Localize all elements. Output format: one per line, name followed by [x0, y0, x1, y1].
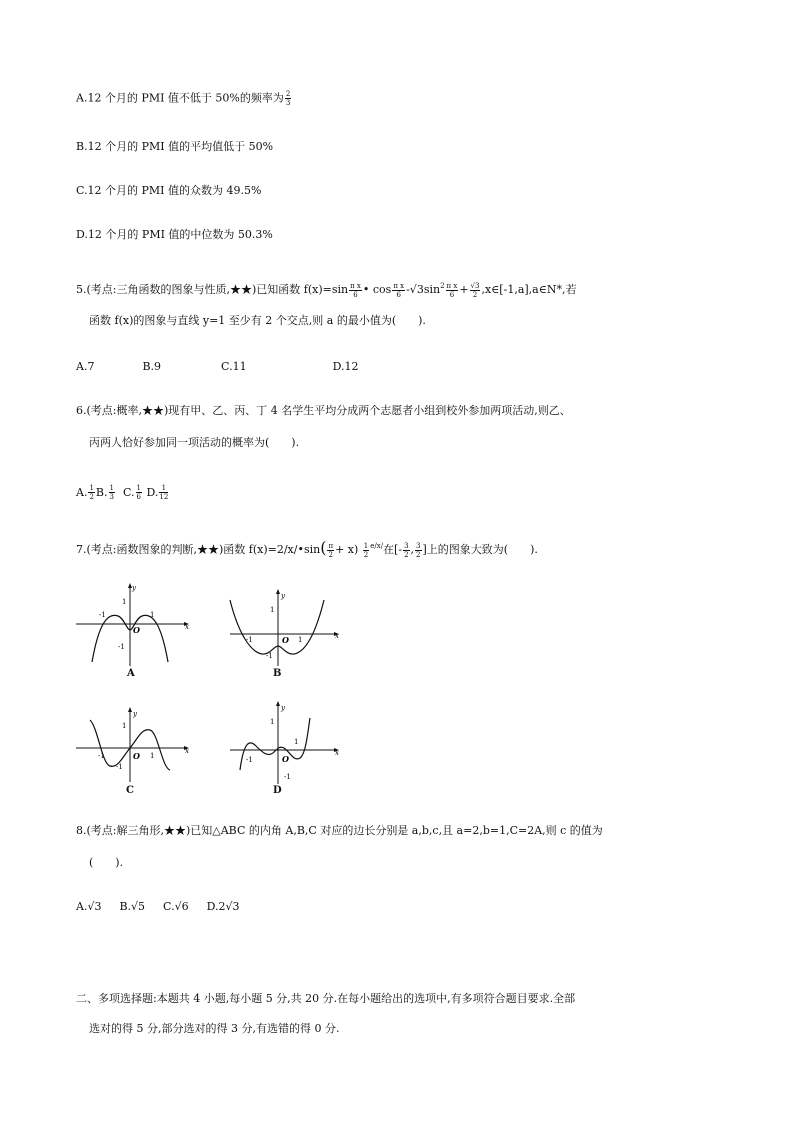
svg-text:1: 1 [270, 718, 275, 726]
q8-option-d: D.2√3 [206, 900, 240, 913]
svg-text:-1: -1 [118, 643, 125, 651]
svg-text:1: 1 [150, 752, 155, 760]
q6-option-a: A. $\frac{1}{2}$ [76, 484, 94, 501]
q5-option-c: C.11 [221, 360, 247, 373]
graph-d [222, 700, 342, 786]
q8-option-b: B.√5 [119, 900, 146, 913]
graph-d-label: D [273, 785, 282, 796]
svg-text:-1: -1 [116, 763, 123, 771]
svg-text:-1: -1 [246, 636, 253, 644]
graph-b [222, 588, 342, 668]
svg-text:O: O [133, 751, 140, 761]
q8-options [76, 900, 280, 914]
q6-stem-line1: 6.(考点:概率,★★)现有甲、乙、丙、丁 4 名学生平均分成两个志愿者小组到校外参加两项活动,则乙、 [76, 404, 571, 417]
q5-stem-line2: 函数 f(x)的图象与直线 y=1 至少有 2 个交点,则 a 的最小值为( ). [89, 314, 426, 327]
fraction: $\frac{2}{3}$ [285, 90, 291, 107]
svg-text:x: x [185, 747, 189, 755]
svg-text:-1: -1 [98, 752, 105, 760]
q6-stem-line2: 丙两人恰好参加同一项活动的概率为( ). [89, 436, 300, 449]
svg-text:-1: -1 [246, 756, 253, 764]
section2-line1: 二、多项选择题:本题共 4 小题,每小题 5 分,共 20 分.在每小题给出的选项中,有多项符合题目要求.全部 [76, 992, 576, 1005]
svg-text:y: y [132, 584, 136, 592]
q5-option-d: D.12 [332, 360, 359, 373]
q6-option-b: B. $\frac{1}{3}$ [95, 484, 114, 501]
svg-text:1: 1 [122, 598, 127, 606]
graph-a-label: A [127, 668, 135, 679]
svg-text:x: x [335, 749, 339, 757]
q5-stem-line1: 5.(考点:三角函数的图象与性质,★★)已知函数 f(x)=sin $\frac{\text{π x}}{6}$ • cos $\frac{\text{π x}}{6}$ $-√3\sin^2$ $\frac{\text{π x}}{6}$ + $\frac{√3}{2}$ ,x∈[-1,a],a∈N*,若 [76, 281, 577, 299]
svg-text:1: 1 [122, 722, 127, 730]
svg-text:x: x [185, 623, 189, 631]
svg-text:1: 1 [298, 636, 303, 644]
svg-text:-1: -1 [99, 611, 106, 619]
svg-text:-1: -1 [284, 773, 291, 781]
q8-option-c: C.√6 [163, 900, 189, 913]
q8-stem-line1: 8.(考点:解三角形,★★)已知△ABC 的内角 A,B,C 对应的边长分别是 a,b,c,且 a=2,b=1,C=2A,则 c 的值为 [76, 824, 603, 837]
svg-text:1: 1 [150, 611, 155, 619]
graph-a [72, 582, 192, 668]
q4-option-a: A.12 个月的 PMI 值不低于 50%的频率为 $\frac{2}{3}$ [76, 90, 291, 107]
svg-text:y: y [281, 592, 285, 600]
q5-options [76, 360, 399, 374]
q4-option-b: B.12 个月的 PMI 值的平均值低于 50% [76, 140, 274, 153]
svg-text:y: y [281, 704, 285, 712]
graph-c-label: C [126, 785, 134, 796]
q4-option-d: D.12 个月的 PMI 值的中位数为 50.3% [76, 228, 273, 241]
svg-text:O: O [282, 635, 289, 645]
svg-text:y: y [133, 710, 137, 718]
q8-stem-line2: ( ). [89, 856, 124, 869]
section2-line2: 选对的得 5 分,部分选对的得 3 分,有选错的得 0 分. [89, 1022, 340, 1035]
q6-options [76, 484, 169, 501]
svg-text:-1: -1 [266, 652, 273, 660]
q6-option-d: D. $\frac{1}{12}$ [146, 484, 169, 501]
q7-stem: 7.(考点:函数图象的判断,★★)函数 f(x)=2/x/•sin( $\frac{\pi}{2}$ + x) $\frac{1}{2}$ $^{e/x/}$在[- $\frac{3}{2}$ , $\frac{3}{2}$ ]上的图象大致为( ). [76, 538, 538, 559]
svg-text:O: O [282, 754, 289, 764]
svg-text:x: x [335, 632, 339, 640]
svg-text:1: 1 [294, 738, 299, 746]
graph-c [72, 706, 192, 786]
svg-text:O: O [133, 625, 140, 635]
svg-text:1: 1 [270, 606, 275, 614]
q4-option-c: C.12 个月的 PMI 值的众数为 49.5% [76, 184, 262, 197]
graph-b-label: B [273, 668, 282, 679]
q5-option-b: B.9 [142, 360, 162, 373]
q6-option-c: C. $\frac{1}{6}$ [122, 484, 141, 501]
q5-option-a: A.7 [76, 360, 95, 373]
q8-option-a: A.√3 [76, 900, 102, 913]
